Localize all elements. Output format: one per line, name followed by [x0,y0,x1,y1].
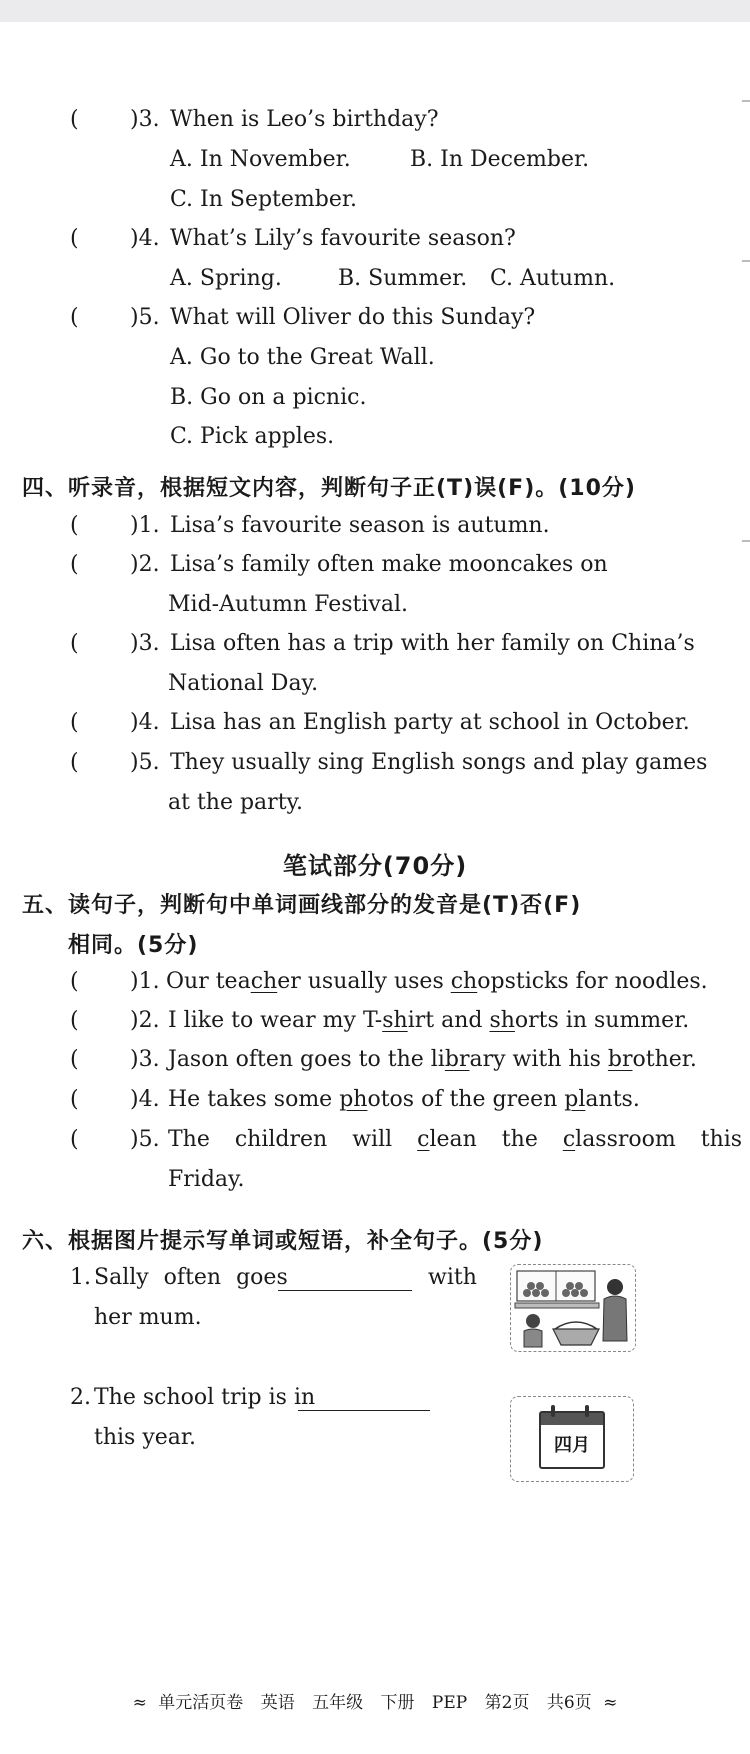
item-text-cont: National Day. [168,671,319,696]
item-number: )3. [130,1047,160,1072]
answer-paren[interactable]: ( [70,226,79,251]
footer-grade: 五年级 [312,1693,364,1713]
shopping-picture [510,1264,636,1352]
question-number: 2. [70,1385,91,1410]
underlined-letters: c [417,1127,430,1152]
page-edge-mark [742,100,750,102]
item-sentence: I like to wear my T-shirt and shorts in summer. [168,1008,690,1033]
answer-paren[interactable]: ( [70,1008,79,1033]
answer-paren[interactable]: ( [70,710,79,735]
item-number: )1. [130,513,160,538]
answer-paren[interactable]: ( [70,1047,79,1072]
answer-paren[interactable]: ( [70,1087,79,1112]
option-a: A. Spring. [170,266,282,291]
item-number: )2. [130,552,160,577]
section-5-heading: 五、读句子，判断句中单词画线部分的发音是(T)否(F) [22,893,582,918]
page-edge-mark [742,540,750,542]
underlined-letters: br [607,1047,633,1072]
option-c: C. Pick apples. [170,424,335,449]
footer-subject: 英语 [260,1693,295,1713]
question-number: )5. [130,305,160,330]
footer-series: 单元活页卷 [158,1693,244,1713]
sentence-end: this year. [94,1425,196,1450]
underlined-letters: ch [450,969,478,994]
underlined-letters: pl [564,1087,586,1112]
question-number: 1. [70,1265,91,1290]
calendar-picture [510,1396,634,1482]
footer-edition: PEP [431,1693,468,1713]
item-number: )2. [130,1008,160,1033]
underlined-letters: ch [250,969,278,994]
sentence-start: The school trip is in [94,1385,316,1410]
item-text: Lisa has an English party at school in October. [170,710,690,735]
underlined-letters: sh [489,1008,515,1033]
item-text-cont: Mid-Autumn Festival. [168,592,408,617]
answer-blank[interactable] [298,1388,430,1411]
answer-paren[interactable]: ( [70,107,79,132]
underlined-letters: c [562,1127,576,1152]
option-b: B. In December. [410,147,590,172]
answer-paren[interactable]: ( [70,1127,79,1152]
option-b: B. Summer. [338,266,468,291]
wave-icon: ≈ [132,1693,147,1713]
item-text: They usually sing English songs and play games [170,750,708,775]
calendar-month: 四月 [554,1435,590,1456]
question-number: )4. [130,226,160,251]
sentence-middle: with [428,1265,477,1290]
item-number: )4. [130,1087,160,1112]
option-c: C. In September. [170,187,357,212]
item-text: Lisa’s favourite season is autumn. [170,513,550,538]
footer-page: 第2页 [484,1693,530,1713]
page-edge-mark [742,260,750,262]
item-number: )4. [130,710,160,735]
item-number: )1. [130,969,160,994]
sentence-end: her mum. [94,1305,202,1330]
answer-blank[interactable] [278,1268,412,1291]
item-sentence: The children will clean the classroom this [168,1127,743,1152]
item-number: )5. [130,1127,160,1152]
footer-volume: 下册 [380,1693,415,1713]
question-text: What will Oliver do this Sunday? [170,305,536,330]
section-6-heading: 六、根据图片提示写单词或短语，补全句子。(5分) [22,1229,544,1254]
answer-paren[interactable]: ( [70,750,79,775]
question-text: What’s Lily’s favourite season? [170,226,516,251]
answer-paren[interactable]: ( [70,305,79,330]
calendar-ring [585,1405,589,1417]
item-sentence: He takes some photos of the green plants. [168,1087,640,1112]
page-top-band [0,0,750,22]
calendar-icon [539,1411,605,1469]
underlined-letters: br [444,1047,470,1072]
underlined-letters: ph [339,1087,368,1112]
answer-paren[interactable]: ( [70,969,79,994]
item-number: )3. [130,631,160,656]
calendar-ring [551,1405,555,1417]
underlined-letters: sh [382,1008,408,1033]
item-number: )5. [130,750,160,775]
item-text-cont: at the party. [168,790,304,815]
answer-paren[interactable]: ( [70,552,79,577]
wave-icon: ≈ [603,1693,618,1713]
item-text: Lisa’s family often make mooncakes on [170,552,608,577]
option-a: A. Go to the Great Wall. [170,345,435,370]
question-number: )3. [130,107,160,132]
mooncake-shop-illustration [511,1265,635,1351]
option-c: C. Autumn. [490,266,616,291]
option-b: B. Go on a picnic. [170,385,367,410]
written-section-title: 笔试部分(70分) [282,852,468,880]
footer-total: 共6页 [546,1693,592,1713]
answer-paren[interactable]: ( [70,631,79,656]
sentence-start: Sally often goes [94,1265,288,1290]
item-sentence: Jason often goes to the library with his brother. [168,1047,697,1072]
option-a: A. In November. [170,147,351,172]
item-sentence-cont: Friday. [168,1167,245,1192]
answer-paren[interactable]: ( [70,513,79,538]
item-text: Lisa often has a trip with her family on China’s [170,631,695,656]
page-footer [0,1688,750,1713]
item-sentence: Our teacher usually uses chopsticks for noodles. [166,969,708,994]
question-text: When is Leo’s birthday? [170,107,439,132]
section-4-heading: 四、听录音，根据短文内容，判断句子正(T)误(F)。(10分) [22,476,636,501]
section-5-heading-cont: 相同。(5分) [68,933,199,958]
